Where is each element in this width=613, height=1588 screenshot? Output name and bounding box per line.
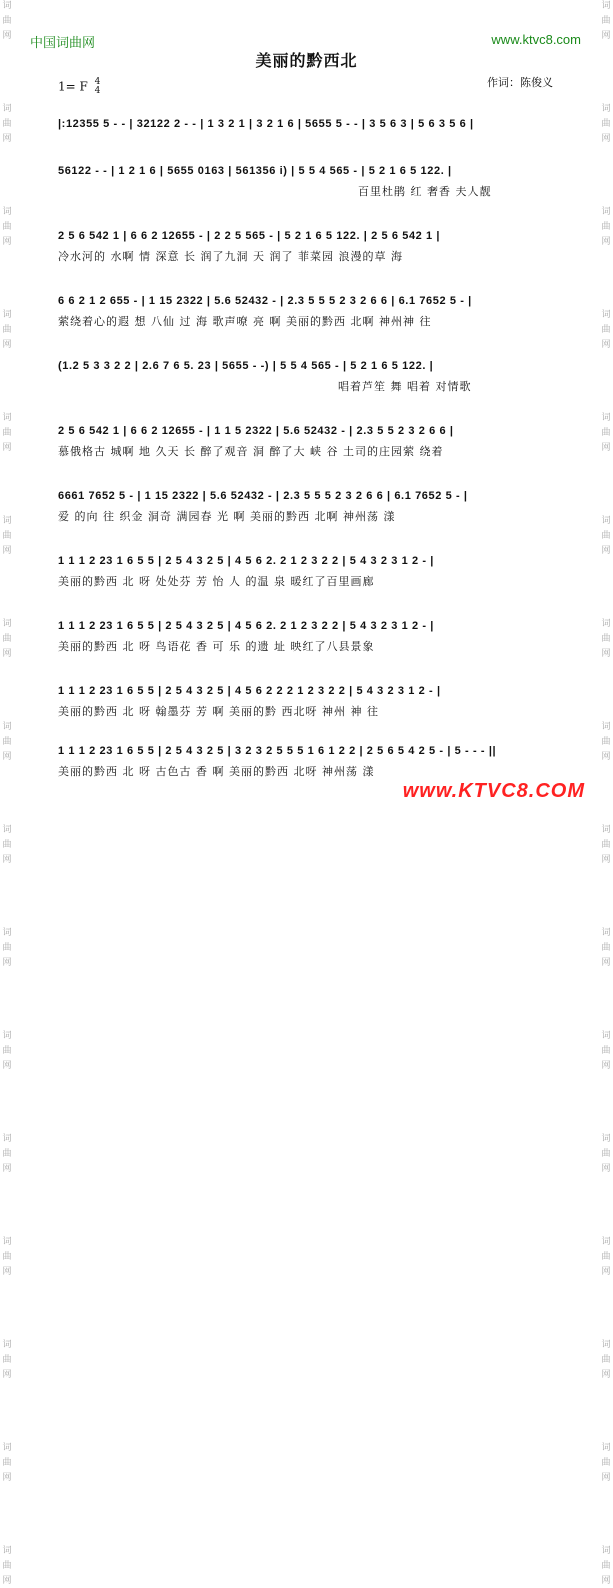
- watermark-char: 网: [2, 958, 12, 968]
- watermark-char: 曲: [601, 1458, 611, 1468]
- score-line: [58, 490, 558, 524]
- watermark-char: 网: [2, 340, 12, 350]
- watermark-char: 词: [601, 207, 611, 217]
- watermark-char: 词: [601, 1443, 611, 1453]
- watermark-char: 曲: [601, 16, 611, 26]
- watermark-char: 网: [601, 1370, 611, 1380]
- site-url[interactable]: www.ktvc8.com: [491, 32, 581, 47]
- score-line: [58, 165, 558, 199]
- watermark-char: 网: [601, 1267, 611, 1277]
- time-sig-bottom: 4: [94, 86, 101, 96]
- watermark-char: 曲: [2, 16, 12, 26]
- watermark-char: 网: [601, 1473, 611, 1483]
- score-line: [58, 230, 558, 264]
- watermark-char: 曲: [2, 840, 12, 850]
- watermark-char: 网: [2, 855, 12, 865]
- watermark-char: 网: [2, 31, 12, 41]
- watermark-char: 词: [2, 1, 12, 11]
- watermark-char: 词: [601, 1340, 611, 1350]
- watermark-char: 词: [2, 1546, 12, 1556]
- notation: 6661 7652 5 - | 1 15 2322 | 5.6 52432 - | 2.3 5 5 5 2 3 2 6 6 | 6.1 7652 5 - |: [58, 490, 558, 502]
- side-watermark-right: [601, 0, 611, 1586]
- watermark-char: 曲: [601, 1561, 611, 1571]
- watermark-char: 词: [2, 722, 12, 732]
- score-line: [58, 295, 558, 329]
- watermark-char: 词: [601, 1546, 611, 1556]
- watermark-char: 词: [2, 1134, 12, 1144]
- watermark-char: 网: [2, 649, 12, 659]
- watermark-char: 曲: [2, 222, 12, 232]
- watermark-char: 词: [2, 516, 12, 526]
- watermark-char: 曲: [2, 119, 12, 129]
- watermark-char: 词: [2, 825, 12, 835]
- lyric: 冷水河的 水啊 情 深意 长 润了九洞 天 润了 菲菜园 浪漫的草 海: [58, 250, 403, 263]
- watermark-char: 词: [601, 722, 611, 732]
- watermark-char: 词: [601, 825, 611, 835]
- lyric: 美丽的黔西 北 呀 翰墨芬 芳 啊 美丽的黔 西北呀 神州 神 往: [58, 705, 379, 718]
- lyric: 慕俄格古 城啊 地 久天 长 醉了观音 洞 醉了大 峡 谷 土司的庄园萦 绕着: [58, 445, 444, 458]
- watermark-char: 曲: [601, 428, 611, 438]
- watermark-char: 词: [601, 104, 611, 114]
- watermark-char: 曲: [601, 222, 611, 232]
- score-line: [58, 360, 558, 394]
- key-signature: [58, 78, 100, 96]
- watermark-char: 词: [2, 928, 12, 938]
- watermark-char: 曲: [601, 1046, 611, 1056]
- site-name[interactable]: 中国词曲网: [30, 36, 96, 51]
- watermark-char: 词: [601, 516, 611, 526]
- lyric: 百里杜鹃 红 奢香 夫人靓: [358, 185, 492, 198]
- watermark-char: 网: [601, 546, 611, 556]
- watermark-char: 网: [2, 1576, 12, 1586]
- watermark-char: 词: [2, 619, 12, 629]
- watermark-char: 网: [2, 237, 12, 247]
- score-line: [58, 555, 558, 589]
- watermark-char: 曲: [2, 428, 12, 438]
- watermark-char: 网: [601, 958, 611, 968]
- watermark-char: 网: [601, 237, 611, 247]
- notation: 1 1 1 2 23 1 6 5 5 | 2 5 4 3 2 5 | 4 5 6 2. 2 1 2 3 2 2 | 5 4 3 2 3 1 2 - |: [58, 620, 558, 632]
- watermark-char: 网: [2, 134, 12, 144]
- score-line: [58, 118, 558, 136]
- lyric: 美丽的黔西 北 呀 处处芬 芳 怡 人 的温 泉 暖红了百里画廊: [58, 575, 375, 588]
- lyric: 美丽的黔西 北 呀 鸟语花 香 可 乐 的遗 址 映红了八县景象: [58, 640, 375, 653]
- notation: 6 6 2 1 2 655 - | 1 15 2322 | 5.6 52432 - | 2.3 5 5 5 2 3 2 6 6 | 6.1 7652 5 - |: [58, 295, 558, 307]
- watermark-char: 曲: [601, 119, 611, 129]
- watermark-char: 曲: [601, 1355, 611, 1365]
- watermark-char: 词: [601, 1134, 611, 1144]
- watermark-char: 网: [601, 1061, 611, 1071]
- watermark-char: 网: [601, 134, 611, 144]
- watermark-char: 网: [601, 855, 611, 865]
- watermark-char: 曲: [2, 1355, 12, 1365]
- watermark-char: 网: [2, 1164, 12, 1174]
- watermark-char: 曲: [2, 737, 12, 747]
- notation: |:12355 5 - - | 32122 2 - - | 1 3 2 1 | 3 2 1 6 | 5655 5 - - | 3 5 6 3 | 5 6 3 5 6 |: [58, 118, 558, 130]
- watermark-char: 词: [2, 310, 12, 320]
- score-line: [58, 620, 558, 654]
- watermark-char: 曲: [601, 531, 611, 541]
- notation: 1 1 1 2 23 1 6 5 5 | 2 5 4 3 2 5 | 4 5 6 2. 2 1 2 3 2 2 | 5 4 3 2 3 1 2 - |: [58, 555, 558, 567]
- watermark-char: 网: [2, 443, 12, 453]
- watermark-char: 曲: [2, 634, 12, 644]
- watermark-char: 词: [2, 104, 12, 114]
- key-label: 1= F: [58, 79, 88, 94]
- watermark-char: 曲: [601, 1149, 611, 1159]
- notation: 1 1 1 2 23 1 6 5 5 | 2 5 4 3 2 5 | 3 2 3 2 5 5 5 1 6 1 2 2 | 2 5 6 5 4 2 5 - | 5 - - - ||: [58, 745, 558, 757]
- watermark-char: 词: [601, 310, 611, 320]
- time-signature: [95, 78, 101, 96]
- side-watermark-left: [2, 0, 12, 1586]
- watermark-char: 网: [601, 1576, 611, 1586]
- watermark-char: 网: [2, 1370, 12, 1380]
- watermark-char: 曲: [2, 1561, 12, 1571]
- watermark-char: 曲: [2, 1046, 12, 1056]
- lyric: 唱着芦笙 舞 唱着 对情歌: [338, 380, 472, 393]
- watermark-char: 词: [601, 413, 611, 423]
- watermark-char: 曲: [601, 325, 611, 335]
- lyric: 萦绕着心的遐 想 八仙 过 海 歌声嘹 亮 啊 美丽的黔西 北啊 神州神 往: [58, 315, 432, 328]
- score-line: [58, 425, 558, 459]
- time-sig-top: 4: [94, 77, 101, 87]
- watermark-char: 网: [2, 1267, 12, 1277]
- lyric: 爱 的向 往 织金 洞奇 满园春 光 啊 美丽的黔西 北啊 神州荡 漾: [58, 510, 396, 523]
- notation: 2 5 6 542 1 | 6 6 2 12655 - | 2 2 5 565 - | 5 2 1 6 5 122. | 2 5 6 542 1 |: [58, 230, 558, 242]
- song-title: 美丽的黔西北: [255, 51, 358, 70]
- watermark-char: 词: [601, 619, 611, 629]
- notation: 1 1 1 2 23 1 6 5 5 | 2 5 4 3 2 5 | 4 5 6 2 2 2 1 2 3 2 2 | 5 4 3 2 3 1 2 - |: [58, 685, 558, 697]
- watermark-char: 网: [2, 546, 12, 556]
- notation: (1.2 5 3 3 2 2 | 2.6 7 6 5. 23 | 5655 - -) | 5 5 4 565 - | 5 2 1 6 5 122. |: [58, 360, 558, 372]
- watermark-char: 曲: [601, 840, 611, 850]
- watermark-char: 网: [601, 752, 611, 762]
- lyricist-credit: 作词：陈俊义: [487, 76, 553, 89]
- watermark-char: 网: [601, 31, 611, 41]
- watermark-char: 词: [2, 1443, 12, 1453]
- site-logo[interactable]: www.KTVC8.COM: [402, 780, 585, 802]
- watermark-char: 词: [601, 1237, 611, 1247]
- watermark-char: 曲: [2, 531, 12, 541]
- watermark-char: 词: [2, 1031, 12, 1041]
- watermark-char: 词: [2, 1340, 12, 1350]
- watermark-char: 曲: [2, 1252, 12, 1262]
- watermark-char: 网: [2, 1061, 12, 1071]
- watermark-char: 词: [601, 1, 611, 11]
- watermark-char: 词: [601, 928, 611, 938]
- watermark-char: 曲: [2, 1458, 12, 1468]
- watermark-char: 曲: [601, 737, 611, 747]
- notation: 2 5 6 542 1 | 6 6 2 12655 - | 1 1 5 2322 | 5.6 52432 - | 2.3 5 5 2 3 2 6 6 |: [58, 425, 558, 437]
- watermark-char: 词: [601, 1031, 611, 1041]
- watermark-char: 网: [601, 649, 611, 659]
- notation: 56122 - - | 1 2 1 6 | 5655 0163 | 561356 i) | 5 5 4 565 - | 5 2 1 6 5 122. |: [58, 165, 558, 177]
- score-line: [58, 685, 558, 719]
- watermark-char: 曲: [2, 943, 12, 953]
- watermark-char: 词: [2, 1237, 12, 1247]
- watermark-char: 网: [601, 1164, 611, 1174]
- watermark-char: 网: [601, 340, 611, 350]
- watermark-char: 曲: [2, 325, 12, 335]
- lyric: 美丽的黔西 北 呀 古色古 香 啊 美丽的黔西 北呀 神州荡 漾: [58, 765, 375, 778]
- watermark-char: 词: [2, 413, 12, 423]
- watermark-char: 网: [2, 752, 12, 762]
- watermark-char: 曲: [601, 634, 611, 644]
- watermark-char: 曲: [601, 1252, 611, 1262]
- watermark-char: 网: [601, 443, 611, 453]
- watermark-char: 曲: [2, 1149, 12, 1159]
- watermark-char: 网: [2, 1473, 12, 1483]
- watermark-char: 词: [2, 207, 12, 217]
- score-line: [58, 745, 558, 779]
- watermark-char: 曲: [601, 943, 611, 953]
